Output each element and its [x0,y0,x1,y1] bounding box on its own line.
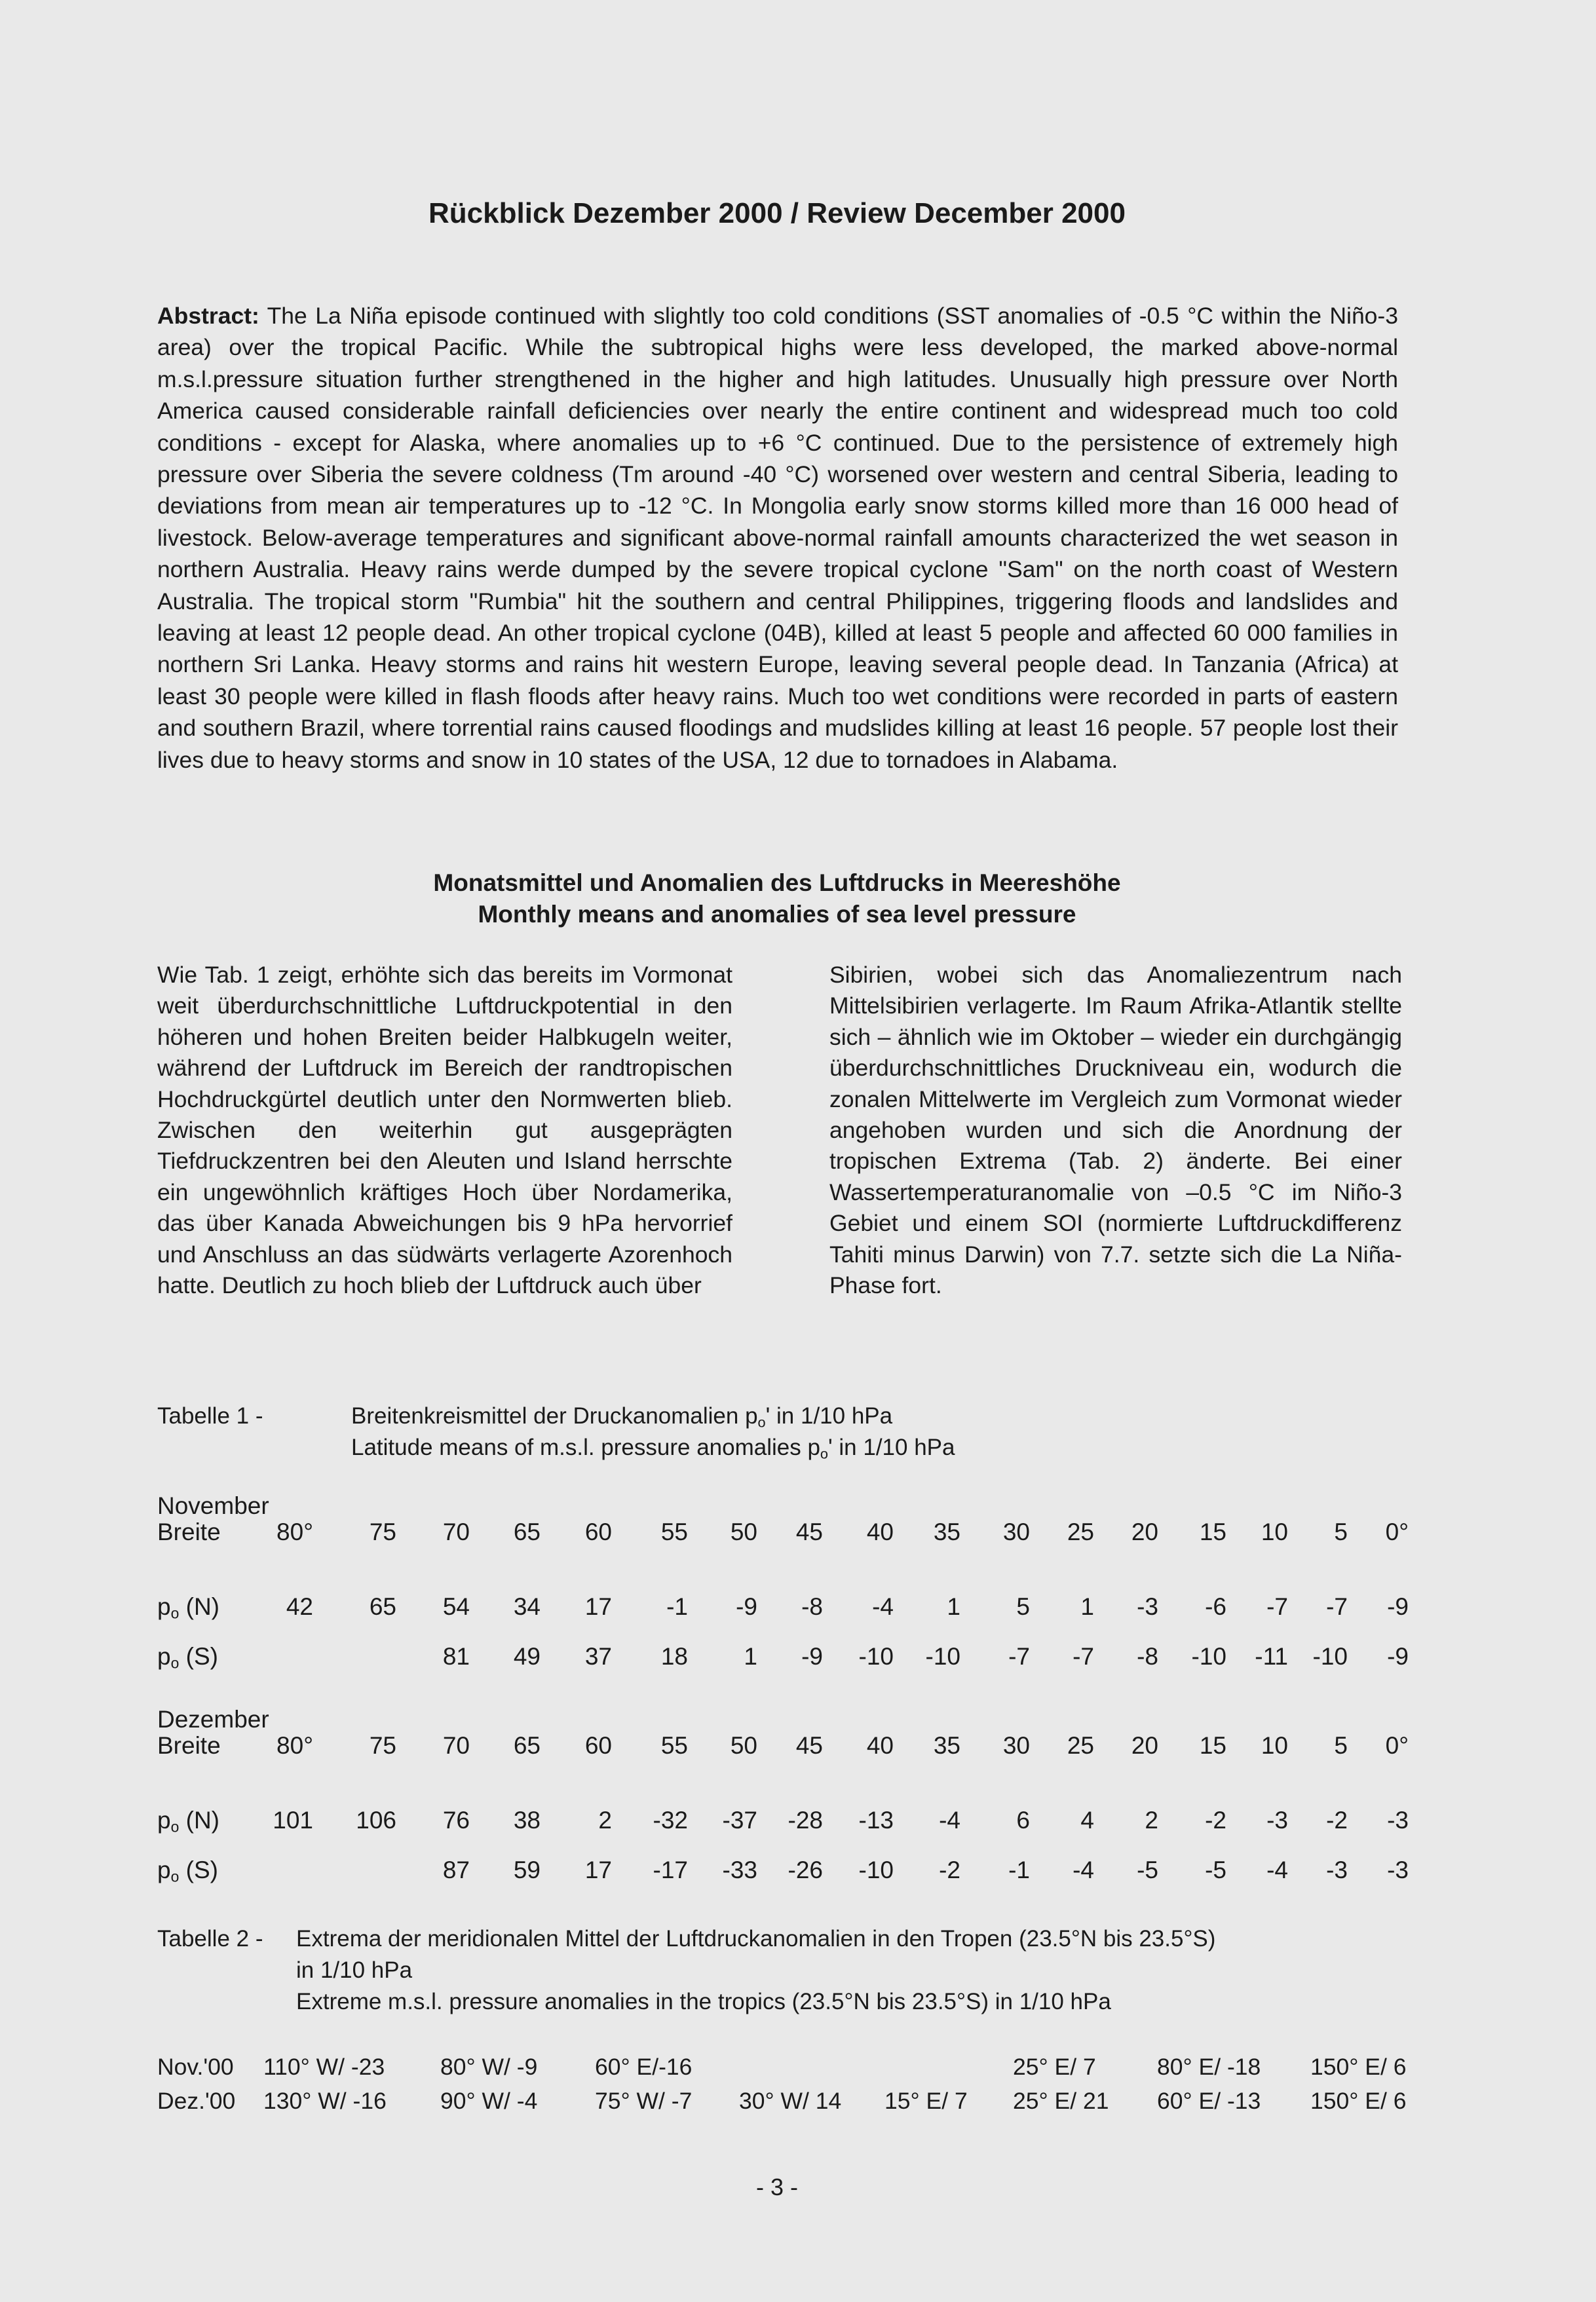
table1-row-label-ps [157,1855,218,1885]
table1-cell-north: 54 [442,1593,470,1620]
table1-cell-north: -3 [1137,1593,1158,1620]
table1-cell-north: -8 [801,1593,823,1620]
table1-latitude-cell: 55 [660,1732,688,1759]
table2-cell: 25° E/ 7 [1013,2054,1096,2080]
table1-cell-north: 34 [513,1593,541,1620]
section-title [0,867,1554,930]
table1-p-subscript: o [170,1868,180,1885]
table1-p: p [157,1643,171,1670]
table1-cell-south: -7 [1073,1643,1094,1670]
table1-hemisphere: (N) [179,1593,219,1620]
table2-cell: 150° E/ 6 [1310,2054,1407,2080]
table1-hemisphere: (S) [179,1643,218,1670]
table1-cell-south: -3 [1387,1857,1409,1883]
table1-month-label: Dezember [157,1706,269,1733]
table1-p-subscript: o [170,1654,180,1672]
table1-cell-south: 17 [584,1857,612,1883]
table1-cell-south: -10 [1191,1643,1226,1670]
table1-latitude-cell: 5 [1334,1732,1348,1759]
table1-latitude-cell: 10 [1261,1519,1288,1545]
table1-latitude-cell: 70 [442,1519,470,1545]
abstract [157,300,1398,776]
abstract-label: Abstract: [157,303,259,329]
table1-cell-north: -9 [736,1593,757,1620]
table2-cell: 90° W/ -4 [440,2088,538,2114]
table2-row-label: Dez.'00 [157,2088,236,2114]
table1-cell-north: 1 [947,1593,960,1620]
table1-cell-south: -10 [858,1643,894,1670]
table2-cell: 110° W/ -23 [263,2054,385,2080]
table1-p-subscript: o [170,1818,180,1836]
table1-cell-north: -4 [872,1593,894,1620]
table1-latitude-cell: 20 [1131,1732,1158,1759]
table2-caption-line2: in 1/10 hPa [296,1957,413,1983]
table1-cell-south: -2 [939,1857,960,1883]
table2-caption-line1: Extrema der meridionalen Mittel der Luftdruckanomalien in den Tropen (23.5°N bis 23.5°S) [296,1926,1216,1952]
table1-cell-south: 37 [584,1643,612,1670]
table2-row-label: Nov.'00 [157,2054,234,2080]
table1-latitude-cell: 60 [584,1519,612,1545]
page-number: - 3 - [755,2174,798,2200]
table1-hemisphere: (S) [179,1857,218,1883]
table2-cell: 150° E/ 6 [1310,2088,1407,2114]
table1-cell-south: -4 [1266,1857,1288,1883]
table1-latitude-cell: 80° [276,1519,313,1545]
table1-cell-north: 106 [356,1807,396,1834]
table1-latitude-cell: 15 [1199,1519,1226,1545]
table1-cell-north: -4 [939,1807,960,1834]
table1-latitude-cell: 70 [442,1732,470,1759]
table1-cell-north: -9 [1387,1593,1409,1620]
table1-row-label-breite: Breite [157,1519,221,1545]
table1-cell-north: 65 [369,1593,396,1620]
table1-cell-north: -7 [1266,1593,1288,1620]
table1-cell-north: 1 [1080,1593,1094,1620]
table1-cell-south: -33 [722,1857,757,1883]
table1-cell-south: 81 [442,1643,470,1670]
table1-cell-south: -9 [801,1643,823,1670]
table2-cell: 15° E/ 7 [884,2088,968,2114]
table1-cell-south: -11 [1255,1643,1288,1670]
table1-cell-south: -10 [925,1643,960,1670]
table1-cell-north: 5 [1016,1593,1030,1620]
section-title-en: Monthly means and anomalies of sea level pressure [478,901,1076,928]
table1-cell-north: 2 [598,1807,612,1834]
table1-latitude-cell: 0° [1385,1519,1409,1545]
table2-cell: 130° W/ -16 [263,2088,387,2114]
table1-cell-south: -5 [1205,1857,1226,1883]
table1-cell-north: 17 [584,1593,612,1620]
table2-cell: 80° E/ -18 [1157,2054,1261,2080]
table1-latitude-cell: 35 [933,1732,960,1759]
table1-latitude-cell: 15 [1199,1732,1226,1759]
table1-cell-south: -10 [1312,1643,1348,1670]
table1-label: Tabelle 1 - [157,1403,263,1429]
table1-cell-south: -17 [653,1857,688,1883]
table1-cell-south: 1 [744,1643,757,1670]
table1-caption [351,1401,955,1463]
table1-cell-north: -7 [1326,1593,1348,1620]
page-title: Rückblick Dezember 2000 / Review December 2000 [428,197,1126,229]
table1-latitude-cell: 60 [584,1732,612,1759]
table1-cell-south: -1 [1008,1857,1030,1883]
table2-cell: 80° W/ -9 [440,2054,538,2080]
table1-cell-north: 2 [1145,1807,1158,1834]
table1-cell-north: 76 [442,1807,470,1834]
table1-cell-north: -13 [858,1807,894,1834]
table1-latitude-cell: 45 [795,1519,823,1545]
table1-latitude-cell: 10 [1261,1732,1288,1759]
table1-latitude-cell: 40 [866,1519,894,1545]
table1-p-subscript: o [170,1604,180,1622]
table1-latitude-cell: 40 [866,1732,894,1759]
table1-latitude-cell: 45 [795,1732,823,1759]
table1-row-label-pn [157,1805,219,1836]
table1-row-label-breite: Breite [157,1732,221,1759]
table1-latitude-cell: 25 [1067,1732,1094,1759]
table1-latitude-cell: 75 [369,1732,396,1759]
table2-caption [296,1923,1423,2018]
abstract-text: The La Niña episode continued with slightly too cold conditions (SST anomalies of -0.5 °C within the Niño-3 area) over the tropical Pacific. While the subtropical highs were less developed, the marked above-normal m.s.l.pressure situation further strengthened in the higher and high latitudes. Unusually high pressure over North America caused considerable rainfall deficiencies over nearly the entire continent and widespread much too cold conditions - except for Alaska, where anomalies up to +6 °C continued. Due to the persistence of extremely high pressure over Siberia the severe coldness (Tm around -40 °C) worsened over western and central Siberia, leading to deviations from mean air temperatures up to -12 °C. In Mongolia early snow storms killed more than 16 000 head of livestock. Below-average temperatures and significant above-normal rainfall amounts characterized the wet season in northern Australia. Heavy rains werde dumped by the severe tropical cyclone "Sam" on the north coast of Western Australia. The tropical storm "Rumbia" hit the southern and central Philippines, triggering floods and landslides and leaving at least 12 people dead. An other tropical cyclone (04B), killed at least 5 people and affected 60 000 families in northern Sri Lanka. Heavy storms and rains hit western Europe, leaving several people dead. In Tanzania (Africa) at least 30 people were killed in flash floods after heavy rains. Much too wet conditions were recorded in parts of eastern and southern Brazil, where torrential rains caused floodings and mudslides killing at least 16 people. 57 people lost their lives due to heavy storms and snow in 10 states of the USA, 12 due to tornadoes in Alabama. [157,303,1398,773]
body-column-left: Wie Tab. 1 zeigt, erhöhte sich das bereits im Vormonat weit überdurchschnittliche Luftdruckpotential in den höheren und hohen Breiten beider Halbkugeln weiter, während der Luftdruck im Bereich der randtropischen Hochdruckgürtel deutlich unter den Normwerten blieb. Zwischen den weiterhin gut ausgeprägten Tiefdruckzentren bei den Aleuten und Island herrschte ein ungewöhnlich kräftiges Hoch über Nordamerika, das über Kanada Abweichungen bis 9 hPa hervorrief und Anschluss an das südwärts verlagerte Azorenhoch hatte. Deutlich zu hoch blieb der Luftdruck auch über [157,962,732,1299]
table1-cell-north: 42 [286,1593,313,1620]
table2-cell: 75° W/ -7 [595,2088,693,2114]
table1-cell-south: 49 [513,1643,541,1670]
table1-cell-south: -3 [1326,1857,1348,1883]
body-column-right: Sibirien, wobei sich das Anomaliezentrum nach Mittelsibirien verlagerte. Im Raum Afrika-Atlantik stellte sich – ähnlich wie im Oktober – wieder ein durchgängig überdurchschnittliches Druckniveau ein, wodurch die zonalen Mittelwerte im Vergleich zum Vormonat wieder angehoben wurden und sich die Anordnung der tropischen Extrema (Tab. 2) änderte. Bei einer Wassertemperaturanomalie von –0.5 °C im Niño-3 Gebiet und einem SOI (normierte Luftdruckdifferenz Tahiti minus Darwin) von 7.7. setzte sich die La Niña-Phase fort. [829,962,1402,1299]
table1-latitude-cell: 5 [1334,1519,1348,1545]
table1-caption-de: Breitenkreismittel der Druckanomalien $p_o'$ in 1/10 hPa [351,1403,893,1431]
table1-latitude-cell: 0° [1385,1732,1409,1759]
table1-latitude-cell: 50 [730,1732,757,1759]
table1-cell-south: -26 [788,1857,823,1883]
table1-latitude-cell: 55 [660,1519,688,1545]
table1-cell-north: 4 [1080,1807,1094,1834]
table1-hemisphere: (N) [179,1807,219,1834]
table1-p: p [157,1593,171,1620]
table1-caption-en: Latitude means of m.s.l. pressure anomalies $p_o'$ in 1/10 hPa [351,1435,955,1462]
table1-latitude-cell: 30 [1002,1732,1030,1759]
table1-cell-north: -6 [1205,1593,1226,1620]
table1-cell-north: -28 [788,1807,823,1834]
table1-cell-north: -1 [666,1593,688,1620]
table1-cell-north: -32 [653,1807,688,1834]
table1-cell-north: 6 [1016,1807,1030,1834]
table1-latitude-cell: 20 [1131,1519,1158,1545]
table1-row-label-pn [157,1592,219,1622]
table2-label: Tabelle 2 - [157,1926,263,1952]
table1-cell-south: 18 [660,1643,688,1670]
table1-cell-north: 101 [273,1807,313,1834]
table1-cell-north: -37 [722,1807,757,1834]
table1-cell-south: -9 [1387,1643,1409,1670]
table1-cell-south: -7 [1008,1643,1030,1670]
table1-cell-south: -5 [1137,1857,1158,1883]
table1-latitude-cell: 30 [1002,1519,1030,1545]
table2-cell: 60° E/-16 [595,2054,693,2080]
table1-cell-south: -4 [1073,1857,1094,1883]
table1-cell-south: -8 [1137,1643,1158,1670]
table1-cell-south: 59 [513,1857,541,1883]
table1-month-label: November [157,1492,269,1519]
table2-cell: 60° E/ -13 [1157,2088,1261,2114]
table1-row-label-ps [157,1642,218,1672]
table2-caption-line3: Extreme m.s.l. pressure anomalies in the tropics (23.5°N bis 23.5°S) in 1/10 hPa [296,1989,1111,2014]
table1-latitude-cell: 65 [513,1732,541,1759]
table1-cell-south: -10 [858,1857,894,1883]
table1-cell-south: 87 [442,1857,470,1883]
table1-cell-north: -2 [1326,1807,1348,1834]
table1-latitude-cell: 80° [276,1732,313,1759]
table2-cell: 25° E/ 21 [1013,2088,1109,2114]
table1-latitude-cell: 35 [933,1519,960,1545]
table1-latitude-cell: 25 [1067,1519,1094,1545]
table1-cell-north: -2 [1205,1807,1226,1834]
table1-cell-north: -3 [1387,1807,1409,1834]
table1-cell-north: 38 [513,1807,541,1834]
table1-latitude-cell: 50 [730,1519,757,1545]
table1-latitude-cell: 65 [513,1519,541,1545]
table1-p: p [157,1857,171,1883]
table1-p: p [157,1807,171,1834]
table1-latitude-cell: 75 [369,1519,396,1545]
table1-cell-north: -3 [1266,1807,1288,1834]
section-title-de: Monatsmittel und Anomalien des Luftdrucks in Meereshöhe [433,869,1121,896]
table2-cell: 30° W/ 14 [739,2088,842,2114]
